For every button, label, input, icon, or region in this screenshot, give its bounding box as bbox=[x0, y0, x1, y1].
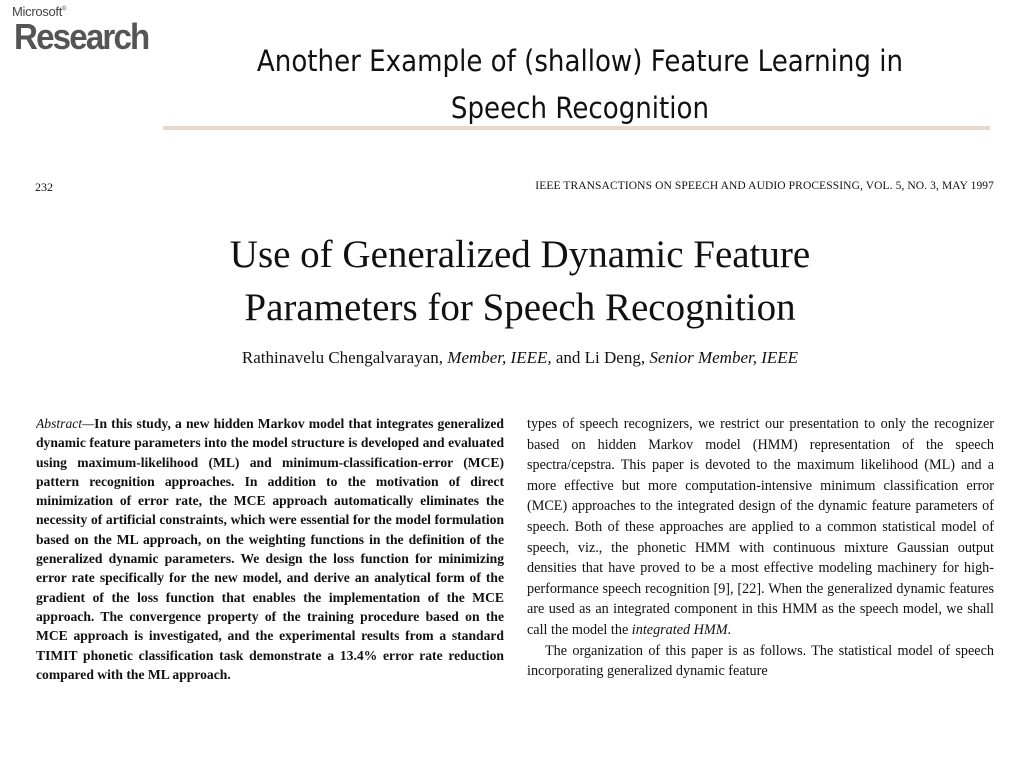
title-divider bbox=[163, 126, 990, 130]
author-2: Li Deng, bbox=[584, 348, 646, 367]
slide-title-line2: Speech Recognition bbox=[450, 91, 710, 125]
author-conjunction: and bbox=[555, 348, 581, 367]
author-1: Rathinavelu Chengalvarayan, bbox=[241, 348, 444, 367]
abstract-column bbox=[36, 414, 504, 752]
page-number: 232 bbox=[35, 180, 53, 194]
intro-paragraph-1: types of speech recognizers, we restrict our presentation to only the recognizer based on hidden Markov model (HMM) representation of the speech spectra/cepstra. This paper is devoted to the maximum likelihood (ML) and a more effective but more computation-intensive minimum classification error (MCE) approaches to the integrated design of the dynamic feature parameters of speech. Both of these approaches are applied to a common statistical model of speech, viz., the phonetic HMM with continuous mixture Gaussian output densities that have proved to be a most effective modeling machinery for high-performance speech recognition [9], [22]. When the generalized dynamic features are used as an integrated component in this HMM as the speech model, we shall call the model the integrated HMM. bbox=[527, 416, 994, 638]
author-2-role: Senior Member, IEEE bbox=[649, 348, 799, 367]
intro-paragraph-2: The organization of this paper is as follows. The statistical model of speech incorporating generalized dynamic feature bbox=[527, 642, 994, 680]
paper-title-line1: Use of Generalized Dynamic Feature bbox=[229, 233, 811, 276]
paper-title bbox=[130, 228, 910, 334]
slide-title bbox=[207, 38, 954, 132]
journal-header: IEEE TRANSACTIONS ON SPEECH AND AUDIO PROCESSING, VOL. 5, NO. 3, MAY 1997 bbox=[535, 180, 994, 192]
slide-title-line1: Another Example of (shallow) Feature Learning in bbox=[256, 44, 904, 78]
logo-microsoft-text: Microsoft® bbox=[12, 4, 67, 19]
logo-research-text: Research bbox=[14, 16, 149, 57]
microsoft-research-logo bbox=[12, 4, 172, 64]
integrated-hmm-term: integrated HMM bbox=[631, 621, 728, 638]
paper-title-line2: Parameters for Speech Recognition bbox=[244, 286, 796, 329]
intro-column bbox=[527, 414, 994, 752]
author-line bbox=[130, 348, 910, 368]
author-1-role: Member, IEEE, bbox=[447, 348, 552, 367]
abstract-paragraph bbox=[36, 414, 504, 684]
abstract-heading: Abstract— bbox=[36, 416, 95, 431]
abstract-body: In this study, a new hidden Markov model that integrates generalized dynamic feature parameters into the model structure is developed and evaluated using maximum-likelihood (ML) and minimum-classification-error (MCE) pattern recognition approaches. In addition to the motivation of direct minimization of error rate, the MCE approach automatically eliminates the necessity of artificial constraints, which were essential for the model formulation based on the ML approach, on the weighting functions in the definition of the generalized dynamic parameters. We design the loss function for minimizing error rate specifically for the new model, and derive an analytical form of the gradient of the loss function that enables the implementation of the MCE approach. The convergence property of the training procedure based on the MCE approach is investigated, and the experimental results from a standard TIMIT phonetic classification task demonstrate a 13.4% error rate reduction compared with the ML approach. bbox=[36, 416, 504, 682]
